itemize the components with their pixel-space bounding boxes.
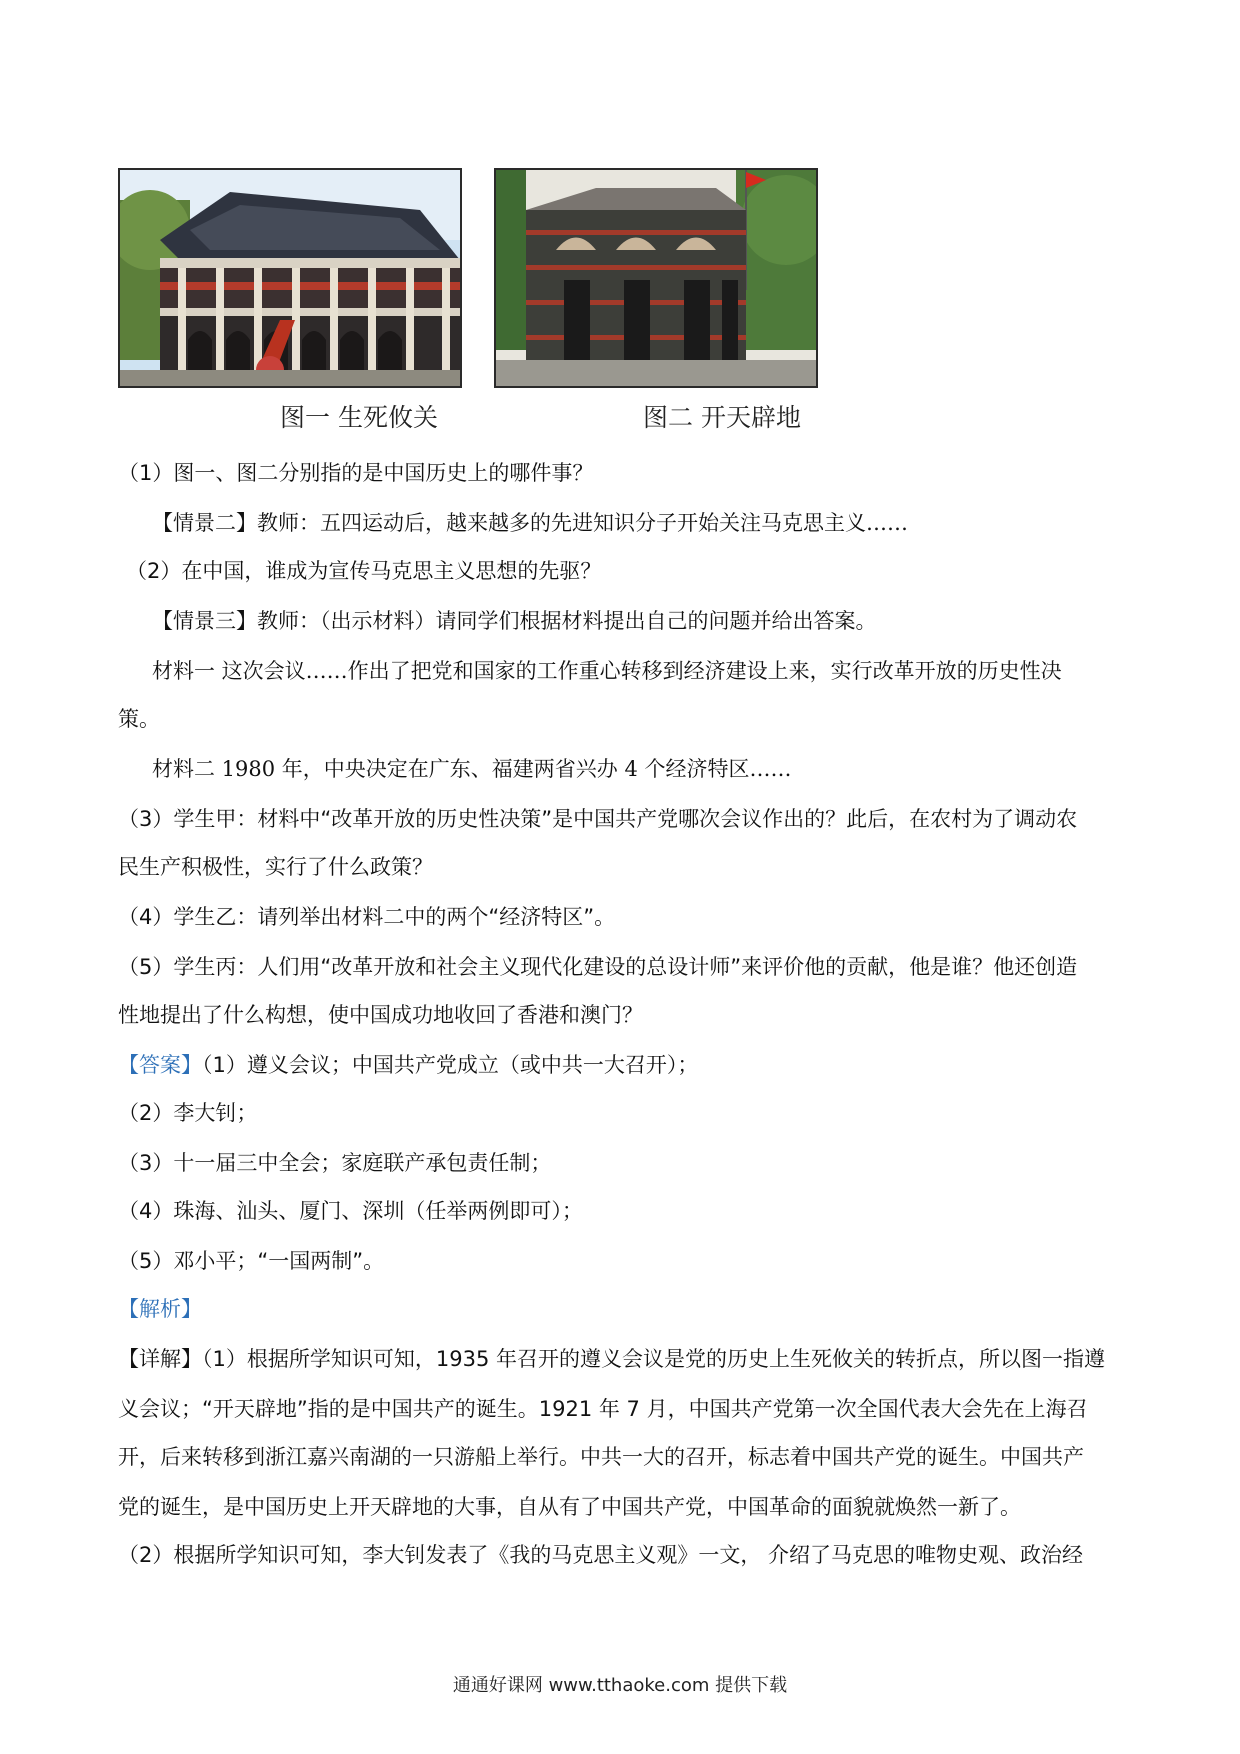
detail-line-2: 义会议；“开天辟地”指的是中国共产的诞生。1921 年 7 月，中国共产党第一次全国代表大会先在上海召 xyxy=(118,1397,1088,1421)
material-1-line-2: 策。 xyxy=(118,707,160,731)
answer-5: （5）邓小平；“一国两制”。 xyxy=(118,1249,385,1273)
figure-1-photo xyxy=(118,168,462,388)
material-2-text: 材料二 1980 年，中央决定在广东、福建两省兴办 4 个经济特区…… xyxy=(152,757,792,781)
figure-1-caption: 图一 生死攸关 xyxy=(280,403,438,432)
question-3-line-1: （3）学生甲：材料中“改革开放的历史性决策”是中国共产党哪次会议作出的？此后，在农村为了调动农 xyxy=(118,807,1078,831)
question-3-line-2: 民生产积极性，实行了什么政策？ xyxy=(118,855,433,879)
question-4: （4）学生乙：请列举出材料二中的两个“经济特区”。 xyxy=(118,905,616,929)
figure-2-caption: 图二 开天辟地 xyxy=(643,403,801,432)
zunyi-building-photo xyxy=(120,170,460,386)
answer-4: （4）珠海、汕头、厦门、深圳（任举两例即可）； xyxy=(118,1199,583,1223)
page-footer: 通通好课网 www.tthaoke.com 提供下载 xyxy=(452,1675,788,1696)
answer-line-1 xyxy=(118,1050,698,1080)
answer-1: （1）遵义会议；中国共产党成立（或中共一大召开）； xyxy=(202,1053,699,1077)
detail-line-5: （2）根据所学知识可知，李大钊发表了《我的马克思主义观》一文， 介绍了马克思的唯物史观、政治经 xyxy=(118,1543,1084,1567)
question-5-line-2: 性地提出了什么构想，使中国成功地收回了香港和澳门？ xyxy=(118,1003,643,1027)
scene-2-text: 【情景二】教师：五四运动后，越来越多的先进知识分子开始关注马克思主义…… xyxy=(152,511,908,535)
analysis-tag: 【解析】 xyxy=(118,1297,202,1321)
red-brick-building-photo xyxy=(496,170,816,386)
figure-2-photo xyxy=(494,168,818,388)
detail-tag: 【详解】 xyxy=(118,1347,202,1371)
question-2: （2）在中国，谁成为宣传马克思主义思想的先驱？ xyxy=(126,559,602,583)
scene-3-text: 【情景三】教师：（出示材料）请同学们根据材料提出自己的问题并给出答案。 xyxy=(152,609,877,633)
detail-1-text: （1）根据所学知识可知，1935 年召开的遵义会议是党的历史上生死攸关的转折点，所以图一指遵 xyxy=(202,1347,1105,1371)
detail-line-4: 党的诞生，是中国历史上开天辟地的大事，自从有了中国共产党，中国革命的面貌就焕然一新了。 xyxy=(118,1495,1021,1519)
answer-tag: 【答案】 xyxy=(118,1053,202,1077)
answer-2: （2）李大钊； xyxy=(118,1101,258,1125)
question-1: （1）图一、图二分别指的是中国历史上的哪件事？ xyxy=(118,461,594,485)
question-5-line-1: （5）学生丙：人们用“改革开放和社会主义现代化建设的总设计师”来评价他的贡献，他是谁？他还创造 xyxy=(118,955,1078,979)
detail-line-3: 开，后来转移到浙江嘉兴南湖的一只游船上举行。中共一大的召开，标志着中国共产党的诞生。中国共产 xyxy=(118,1445,1084,1469)
material-1-line-1: 材料一 这次会议……作出了把党和国家的工作重心转移到经济建设上来，实行改革开放的历史性决 xyxy=(152,659,1062,683)
answer-3: （3）十一届三中全会；家庭联产承包责任制； xyxy=(118,1151,552,1175)
detail-line-1 xyxy=(118,1344,1105,1374)
